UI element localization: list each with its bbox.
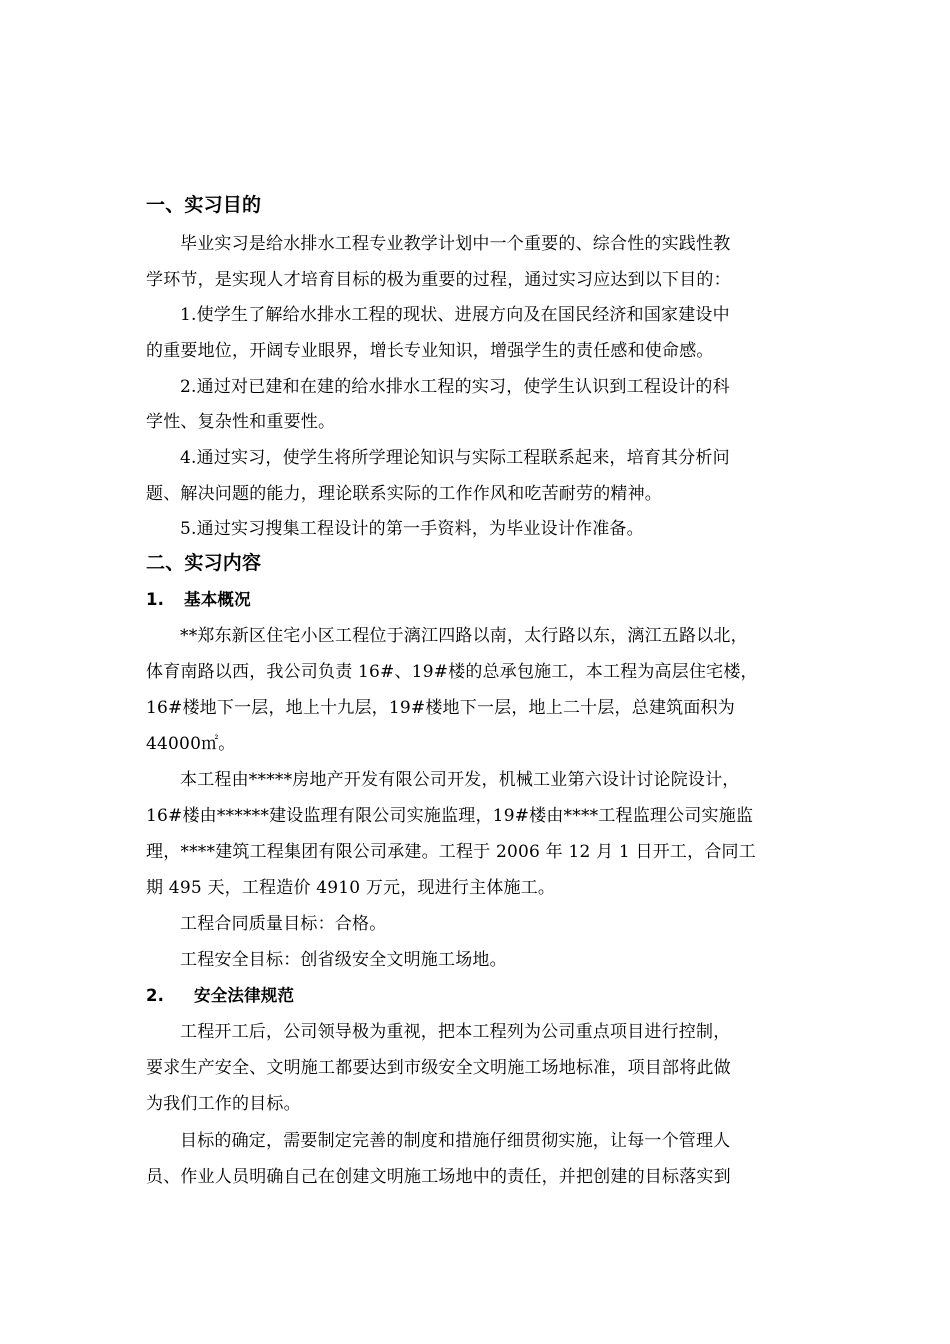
paragraph-line: 44000㎡。 [146,734,236,754]
sub-heading-number: 2. [146,986,165,1005]
section-heading-internship-purpose: 一、实习目的 [146,194,262,216]
sub-heading-title: 安全法律规范 [194,986,295,1005]
paragraph-line: 要求生产安全、文明施工都要达到市级安全文明施工场地标准，项目部将此做 [146,1058,731,1078]
list-item-line: 学性、复杂性和重要性。 [146,412,336,432]
paragraph-line: 目标的确定，需要制定完善的制度和措施仔细贯彻实施，让每一个管理人 [180,1131,731,1151]
paragraph-line: 毕业实习是给水排水工程专业教学计划中一个重要的、综合性的实践性教 [180,234,731,254]
paragraph-line: 期 495 天，工程造价 4910 万元，现进行主体施工。 [146,878,556,898]
paragraph-line: 为我们工作的目标。 [146,1094,301,1114]
quality-target-line: 工程合同质量目标：合格。 [180,914,387,934]
list-item-line: 的重要地位，开阔专业眼界，增长专业知识，增强学生的责任感和使命感。 [146,341,714,361]
list-item-line: 2.通过对已建和在建的给水排水工程的实习，使学生认识到工程设计的科 [180,377,730,397]
sub-heading-basic-overview [146,588,806,612]
paragraph-line: 16#楼地下一层，地上十九层，19#楼地下一层，地上二十层，总建筑面积为 [146,698,735,718]
paragraph-line: 工程开工后，公司领导极为重视，把本工程列为公司重点项目进行控制， [180,1022,731,1042]
paragraph-line: 本工程由*****房地产开发有限公司开发，机械工业第六设计讨论院设计， [180,770,740,790]
sub-heading-number: 1. [146,590,165,609]
list-item-line: 5.通过实习搜集工程设计的第一手资料，为毕业设计作准备。 [180,519,644,539]
sub-heading-safety-regulations [146,984,806,1008]
sub-heading-title: 基本概况 [184,590,251,609]
list-item-line: 题、解决问题的能力，理论联系实际的工作作风和吃苦耐劳的精神。 [146,484,662,504]
paragraph-line: **郑东新区住宅小区工程位于漓江四路以南，太行路以东，漓江五路以北， [180,626,748,646]
paragraph-line: 16#楼由******建设监理有限公司实施监理，19#楼由****工程监理公司实施监 [146,806,754,826]
list-item-line: 4.通过实习，使学生将所学理论知识与实际工程联系起来，培育其分析问 [180,448,730,468]
paragraph-line: 理，****建筑工程集团有限公司承建。工程于 2006 年 12 月 1 日开工，合同工 [146,842,756,862]
paragraph-line: 体育南路以西，我公司负责 16#、19#楼的总承包施工，本工程为高层住宅楼， [146,662,758,682]
safety-target-line: 工程安全目标：创省级安全文明施工场地。 [180,950,507,970]
section-heading-internship-content: 二、实习内容 [146,552,262,574]
list-item-line: 1.使学生了解给水排水工程的现状、进展方向及在国民经济和国家建设中 [180,305,730,325]
paragraph-line: 学环节，是实现人才培育目标的极为重要的过程，通过实习应达到以下目的： [146,270,731,290]
paragraph-line: 员、作业人员明确自己在创建文明施工场地中的责任，并把创建的目标落实到 [146,1167,731,1187]
